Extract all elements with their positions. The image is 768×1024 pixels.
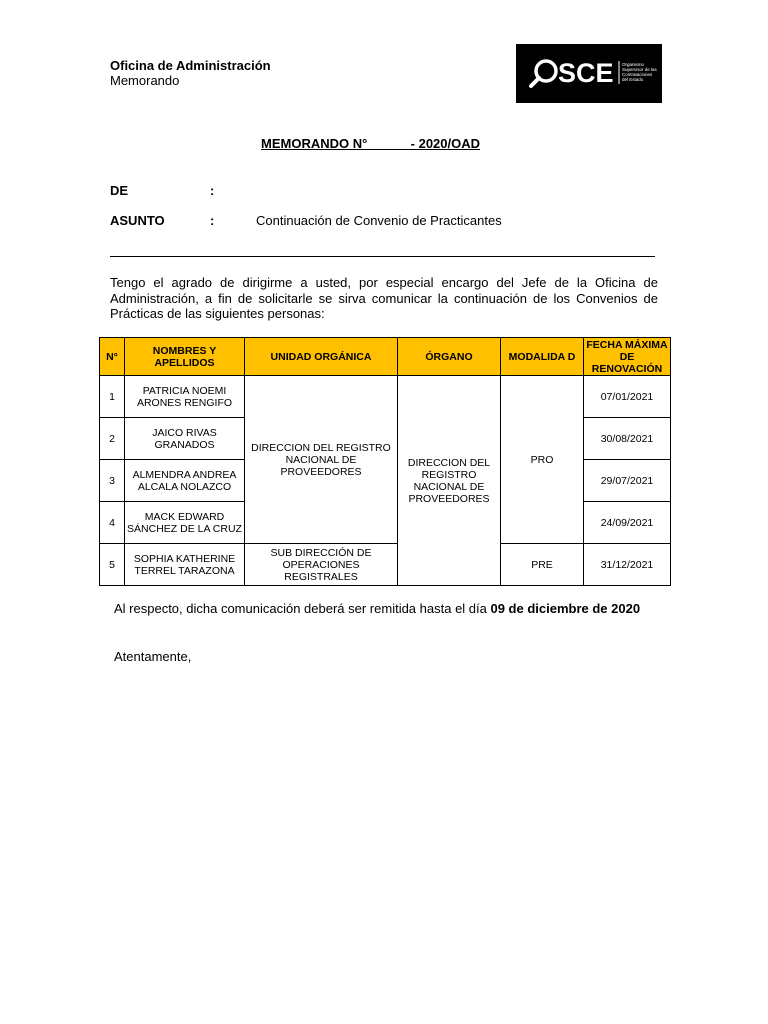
row-number: 3 [100, 460, 125, 502]
logo-tagline-4: del Estado [622, 77, 644, 82]
doc-type: Memorando [110, 73, 180, 88]
table-row [100, 544, 671, 586]
row-date: 31/12/2021 [584, 544, 671, 586]
logo-tagline-3: Contrataciones [622, 72, 653, 77]
closing-paragraph [114, 601, 659, 617]
table-header-row [100, 338, 671, 376]
modalidad-cell: PRO [501, 376, 584, 544]
table-row [100, 376, 671, 418]
row-name: SOPHIA KATHERINE TERREL TARAZONA [125, 544, 245, 586]
col-header-n: N° [100, 338, 125, 376]
memo-title: MEMORANDO N° - 2020/OAD [261, 136, 481, 151]
closing-date: 09 de diciembre de 2020 [490, 601, 641, 616]
logo-tagline-2: Supervisor de las [622, 67, 657, 72]
row-number: 2 [100, 418, 125, 460]
asunto-label: ASUNTO [110, 213, 165, 228]
row-name: MACK EDWARD SÁNCHEZ DE LA CRUZ [125, 502, 245, 544]
osce-logo [516, 44, 662, 103]
row-date: 24/09/2021 [584, 502, 671, 544]
row-number: 4 [100, 502, 125, 544]
de-label: DE [110, 183, 129, 198]
organo-cell: DIRECCION DEL REGISTRO NACIONAL DE PROVEEDORES [398, 376, 501, 586]
row-date: 29/07/2021 [584, 460, 671, 502]
asunto-value: Continuación de Convenio de Practicantes [256, 213, 502, 228]
magnifier-icon [516, 44, 662, 103]
modalidad-cell: PRE [501, 544, 584, 586]
practicantes-table [99, 337, 671, 586]
unidad-cell: SUB DIRECCIÓN DE OPERACIONES REGISTRALES [245, 544, 398, 586]
signoff: Atentamente, [114, 649, 192, 664]
row-name: ALMENDRA ANDREA ALCALA NOLAZCO [125, 460, 245, 502]
row-name: PATRICIA NOEMI ARONES RENGIFO [125, 376, 245, 418]
col-header-organo: ÓRGANO [398, 338, 501, 376]
de-colon: : [210, 183, 215, 198]
col-header-modalidad: MODALIDA D [501, 338, 584, 376]
office-name: Oficina de Administración [110, 58, 271, 73]
intro-paragraph: Tengo el agrado de dirigirme a usted, por especial encargo del Jefe de la Oficina de Administración, a fin de solicitarle se sirva comunicar la continuación de los Convenios de Prácticas de las siguientes personas: [110, 275, 658, 321]
logo-text: SCE [558, 58, 614, 88]
row-number: 1 [100, 376, 125, 418]
office-header [110, 58, 271, 88]
row-number: 5 [100, 544, 125, 586]
row-date: 30/08/2021 [584, 418, 671, 460]
asunto-colon: : [210, 213, 215, 228]
closing-text: Al respecto, dicha comunicación deberá ser remitida hasta el día [114, 601, 491, 616]
unidad-cell: DIRECCION DEL REGISTRO NACIONAL DE PROVEEDORES [245, 376, 398, 544]
col-header-unidad: UNIDAD ORGÁNICA [245, 338, 398, 376]
divider [110, 256, 655, 257]
row-date: 07/01/2021 [584, 376, 671, 418]
row-name: JAICO RIVAS GRANADOS [125, 418, 245, 460]
col-header-nombres: NOMBRES Y APELLIDOS [125, 338, 245, 376]
logo-tagline-1: Organismo [622, 62, 645, 67]
col-header-fecha: FECHA MÁXIMA DE RENOVACIÓN [584, 338, 671, 376]
